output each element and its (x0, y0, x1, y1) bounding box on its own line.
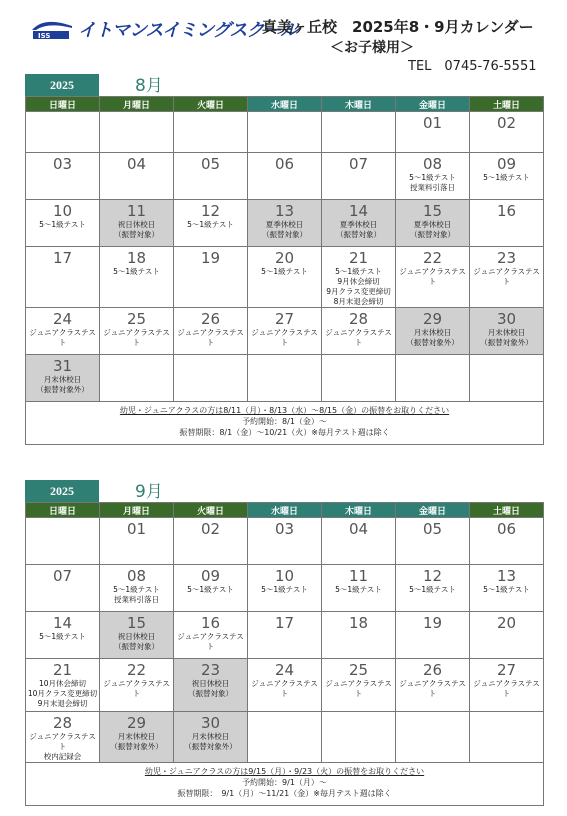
week-row (26, 112, 544, 153)
footer-line: 振替期限： 9/1（月）～11/21（金）※毎月テスト週は除く (177, 789, 392, 798)
day-cell (100, 518, 174, 565)
day-cell (174, 659, 248, 712)
day-note: 5～1級テスト (187, 585, 234, 594)
day-number: 01 (422, 114, 443, 132)
day-cell (100, 659, 174, 712)
day-cell (322, 308, 396, 355)
day-cell (248, 308, 322, 355)
day-cell (100, 200, 174, 247)
day-number: 25 (348, 661, 369, 679)
day-number: 11 (348, 567, 369, 585)
footer-line: 振替期限：8/1（金）～10/21（火）※毎月テスト週は除く (179, 428, 390, 437)
day-number: 21 (348, 249, 369, 267)
day-number: 28 (52, 714, 73, 732)
day-number: 29 (422, 310, 443, 328)
day-number: 10 (274, 567, 295, 585)
day-note: 5～1級テスト (483, 585, 530, 594)
day-cell (322, 518, 396, 565)
day-cell (396, 518, 470, 565)
day-note: （振替対象外） (480, 338, 533, 347)
day-note: （振替対象） (188, 689, 233, 698)
day-cell (396, 712, 470, 763)
weekday-header: 月曜日 (100, 503, 174, 518)
day-cell (100, 355, 174, 402)
day-number: 03 (274, 520, 295, 538)
day-cell (100, 112, 174, 153)
day-note: ジュニアクラステスト (251, 679, 318, 698)
day-cell (470, 112, 544, 153)
day-cell (248, 112, 322, 153)
year-tab: 2025 (25, 74, 99, 96)
week-row (26, 612, 544, 659)
day-note: 授業料引落日 (114, 595, 159, 604)
day-number: 19 (200, 249, 221, 267)
page-subtitle: ＜お子様用＞ (330, 40, 414, 56)
day-cell (470, 200, 544, 247)
day-note: 校内記録会 (43, 752, 82, 761)
day-note: 9月休会締切 (337, 277, 380, 286)
day-number: 30 (200, 714, 221, 732)
day-number: 13 (274, 202, 295, 220)
day-number: 06 (496, 520, 517, 538)
day-note: 5～1級テスト (261, 585, 308, 594)
day-number: 02 (200, 520, 221, 538)
day-number: 11 (126, 202, 147, 220)
day-cell (322, 712, 396, 763)
day-number: 14 (348, 202, 369, 220)
day-note: 夏季休校日 (265, 220, 304, 229)
footer-line: 幼児・ジュニアクラスの方は9/15（月）・9/23（火）の振替をお取りください (144, 767, 425, 776)
day-cell (100, 247, 174, 308)
day-note: （振替対象） (114, 230, 159, 239)
day-cell (322, 247, 396, 308)
day-cell (26, 153, 100, 200)
day-cell (470, 659, 544, 712)
day-cell (322, 153, 396, 200)
day-note: 5～1級テスト (483, 173, 530, 182)
weekday-header: 火曜日 (174, 503, 248, 518)
page-title: 真美ヶ丘校 2025年8・9月カレンダー (262, 18, 534, 36)
week-row (26, 712, 544, 763)
day-note: 5～1級テスト (409, 173, 456, 182)
day-cell (248, 565, 322, 612)
day-number: 19 (422, 614, 443, 632)
day-number: 02 (496, 114, 517, 132)
day-cell (470, 712, 544, 763)
day-number: 08 (126, 567, 147, 585)
day-number: 20 (496, 614, 517, 632)
calendar-grid (25, 96, 544, 402)
day-note: ジュニアクラステスト (399, 679, 466, 698)
day-cell (248, 153, 322, 200)
day-number: 25 (126, 310, 147, 328)
day-cell (470, 153, 544, 200)
day-cell (470, 518, 544, 565)
day-number: 23 (496, 249, 517, 267)
day-number: 24 (52, 310, 73, 328)
day-cell (396, 612, 470, 659)
day-number: 22 (422, 249, 443, 267)
calendar-footer (25, 763, 544, 806)
day-number: 30 (496, 310, 517, 328)
day-number: 24 (274, 661, 295, 679)
day-number: 13 (496, 567, 517, 585)
weekday-header: 木曜日 (322, 97, 396, 112)
calendar-grid (25, 502, 544, 763)
day-note: 5～1級テスト (409, 585, 456, 594)
day-number: 12 (200, 202, 221, 220)
day-cell (396, 153, 470, 200)
day-note: 9月末退会締切 (37, 699, 88, 708)
footer-line: 予約開始：9/1（月）～ (242, 778, 327, 787)
day-cell (174, 712, 248, 763)
day-cell (248, 712, 322, 763)
day-cell (470, 308, 544, 355)
day-number: 10 (52, 202, 73, 220)
day-cell (248, 247, 322, 308)
day-number: 26 (200, 310, 221, 328)
day-cell (100, 712, 174, 763)
day-number: 22 (126, 661, 147, 679)
day-number: 26 (422, 661, 443, 679)
calendar-header (25, 70, 544, 96)
day-note: 月末休校日 (117, 732, 156, 741)
day-note: ジュニアクラステスト (473, 267, 540, 286)
day-cell (174, 308, 248, 355)
phone-number: TEL 0745-76-5551 (408, 59, 537, 74)
day-note: ジュニアクラステスト (251, 328, 318, 347)
day-note: （振替対象外） (406, 338, 459, 347)
school-logo (30, 16, 298, 42)
day-number: 12 (422, 567, 443, 585)
weekday-header: 日曜日 (26, 97, 100, 112)
day-note: ジュニアクラステスト (29, 732, 96, 751)
day-number: 15 (422, 202, 443, 220)
day-note: 10月クラス変更締切 (27, 689, 98, 698)
day-cell (322, 200, 396, 247)
day-note: 月末休校日 (413, 328, 452, 337)
day-number: 09 (200, 567, 221, 585)
day-number: 23 (200, 661, 221, 679)
day-number: 28 (348, 310, 369, 328)
day-cell (470, 565, 544, 612)
day-cell (100, 565, 174, 612)
day-note: 夏季休校日 (413, 220, 452, 229)
footer-line: 予約開始：8/1（金）～ (242, 417, 327, 426)
day-cell (174, 355, 248, 402)
day-number: 05 (422, 520, 443, 538)
day-cell (396, 355, 470, 402)
day-cell (26, 247, 100, 308)
week-row (26, 518, 544, 565)
day-note: 祝日休校日 (191, 679, 230, 688)
day-cell (470, 612, 544, 659)
day-note: ジュニアクラステスト (177, 632, 244, 651)
weekday-header: 火曜日 (174, 97, 248, 112)
day-cell (174, 153, 248, 200)
day-number: 17 (274, 614, 295, 632)
day-cell (174, 612, 248, 659)
day-cell (174, 518, 248, 565)
day-cell (100, 612, 174, 659)
day-note: 5～1級テスト (187, 220, 234, 229)
day-number: 15 (126, 614, 147, 632)
week-row (26, 200, 544, 247)
day-number: 01 (126, 520, 147, 538)
day-note: ジュニアクラステスト (103, 328, 170, 347)
day-number: 17 (52, 249, 73, 267)
day-cell (322, 355, 396, 402)
week-row (26, 247, 544, 308)
day-cell (248, 612, 322, 659)
day-note: 5～1級テスト (39, 632, 86, 641)
day-number: 29 (126, 714, 147, 732)
day-note: 月末休校日 (487, 328, 526, 337)
day-cell (322, 612, 396, 659)
day-number: 04 (348, 520, 369, 538)
day-note: （振替対象） (336, 230, 381, 239)
day-cell (26, 112, 100, 153)
day-note: 5～1級テスト (113, 585, 160, 594)
month-label: 9月 (135, 482, 163, 502)
day-number: 04 (126, 155, 147, 173)
calendar-header (25, 476, 544, 502)
day-number: 31 (52, 357, 73, 375)
day-cell (322, 659, 396, 712)
day-note: 5～1級テスト (335, 267, 382, 276)
day-note: 祝日休校日 (117, 632, 156, 641)
day-cell (248, 659, 322, 712)
day-cell (322, 112, 396, 153)
weekday-header: 水曜日 (248, 503, 322, 518)
day-cell (470, 355, 544, 402)
week-row (26, 659, 544, 712)
day-cell (26, 518, 100, 565)
logo-text: イトマンスイミングスクール (78, 20, 298, 41)
day-cell (100, 153, 174, 200)
day-number: 18 (126, 249, 147, 267)
day-number: 18 (348, 614, 369, 632)
day-cell (396, 112, 470, 153)
day-cell (174, 112, 248, 153)
svg-text:ISS: ISS (38, 32, 51, 40)
day-number: 27 (274, 310, 295, 328)
day-cell (174, 200, 248, 247)
day-cell (26, 712, 100, 763)
day-note: （振替対象） (114, 642, 159, 651)
week-row (26, 565, 544, 612)
day-cell (26, 355, 100, 402)
day-number: 06 (274, 155, 295, 173)
year-tab: 2025 (25, 480, 99, 502)
day-note: 祝日休校日 (117, 220, 156, 229)
day-note: 授業料引落日 (410, 183, 455, 192)
day-note: ジュニアクラステスト (325, 679, 392, 698)
day-cell (396, 659, 470, 712)
weekday-header: 土曜日 (470, 97, 544, 112)
weekday-header: 水曜日 (248, 97, 322, 112)
day-cell (26, 200, 100, 247)
calendar-footer (25, 402, 544, 445)
day-number: 05 (200, 155, 221, 173)
day-number: 03 (52, 155, 73, 173)
day-number: 09 (496, 155, 517, 173)
day-note: 9月クラス変更締切 (326, 287, 391, 296)
day-number: 07 (348, 155, 369, 173)
day-note: 5～1級テスト (335, 585, 382, 594)
week-row (26, 308, 544, 355)
weekday-header: 日曜日 (26, 503, 100, 518)
day-number: 20 (274, 249, 295, 267)
weekday-header: 金曜日 (396, 97, 470, 112)
day-note: 8月末退会締切 (333, 297, 384, 306)
day-cell (100, 308, 174, 355)
day-note: ジュニアクラステスト (473, 679, 540, 698)
wave-logo-icon (30, 18, 74, 40)
day-cell (26, 308, 100, 355)
weekday-header: 木曜日 (322, 503, 396, 518)
day-cell (322, 565, 396, 612)
day-number: 08 (422, 155, 443, 173)
day-cell (26, 612, 100, 659)
day-cell (248, 355, 322, 402)
weekday-header: 土曜日 (470, 503, 544, 518)
day-number: 14 (52, 614, 73, 632)
day-cell (26, 659, 100, 712)
day-cell (26, 565, 100, 612)
day-cell (470, 247, 544, 308)
day-note: 5～1級テスト (261, 267, 308, 276)
month-label: 8月 (135, 76, 163, 96)
day-cell (396, 200, 470, 247)
day-note: ジュニアクラステスト (399, 267, 466, 286)
day-note: （振替対象外） (36, 385, 89, 394)
day-number: 27 (496, 661, 517, 679)
day-number: 16 (496, 202, 517, 220)
day-note: ジュニアクラステスト (103, 679, 170, 698)
day-cell (248, 518, 322, 565)
week-row (26, 355, 544, 402)
day-cell (396, 247, 470, 308)
day-note: 5～1級テスト (113, 267, 160, 276)
footer-line: 幼児・ジュニアクラスの方は8/11（月）・8/13（水）～8/15（金）の振替をお取りください (119, 406, 450, 415)
day-note: ジュニアクラステスト (29, 328, 96, 347)
day-note: （振替対象） (410, 230, 455, 239)
calendar-august (25, 70, 544, 445)
day-cell (396, 565, 470, 612)
weekday-header: 月曜日 (100, 97, 174, 112)
day-cell (396, 308, 470, 355)
day-note: （振替対象外） (110, 742, 163, 751)
day-note: ジュニアクラステスト (325, 328, 392, 347)
day-cell (248, 200, 322, 247)
day-note: （振替対象） (262, 230, 307, 239)
day-number: 07 (52, 567, 73, 585)
calendar-september (25, 476, 544, 806)
day-note: 5～1級テスト (39, 220, 86, 229)
day-cell (174, 565, 248, 612)
week-row (26, 153, 544, 200)
day-note: 10月休会締切 (38, 679, 87, 688)
day-note: （振替対象外） (184, 742, 237, 751)
day-number: 21 (52, 661, 73, 679)
day-note: 月末休校日 (43, 375, 82, 384)
day-note: 夏季休校日 (339, 220, 378, 229)
day-note: ジュニアクラステスト (177, 328, 244, 347)
weekday-header: 金曜日 (396, 503, 470, 518)
day-note: 月末休校日 (191, 732, 230, 741)
day-cell (174, 247, 248, 308)
header (0, 0, 567, 75)
day-number: 16 (200, 614, 221, 632)
